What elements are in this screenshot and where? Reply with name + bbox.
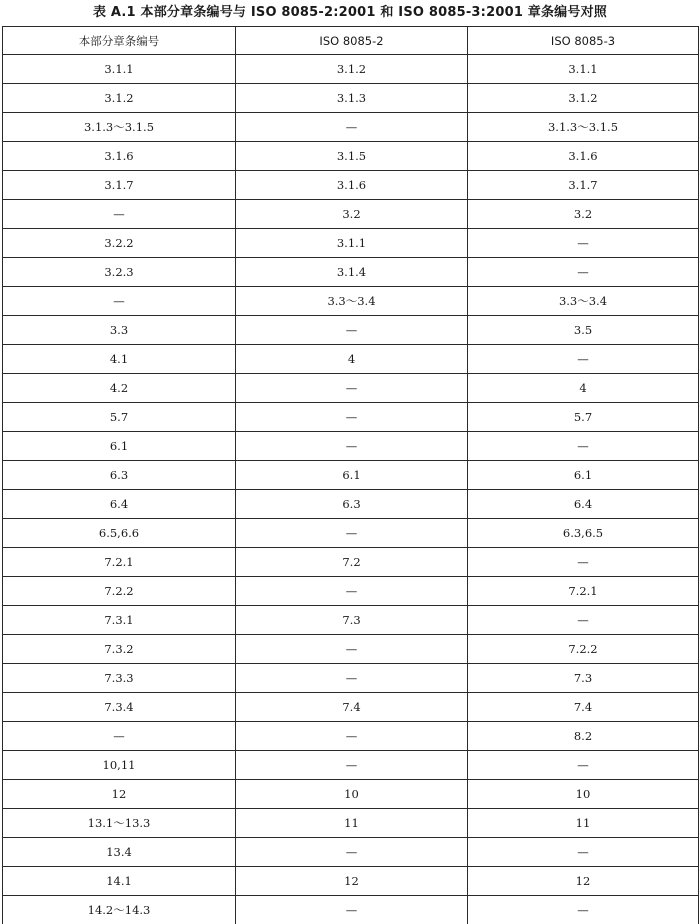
- cell-iso-8085-2: —: [236, 374, 468, 403]
- table-row: [3, 490, 699, 519]
- table-row: [3, 229, 699, 258]
- cell-this-part: 3.1.1: [3, 55, 236, 84]
- cell-iso-8085-3: 6.3,6.5: [468, 519, 699, 548]
- cell-this-part: 10,11: [3, 751, 236, 780]
- clause-comparison-table: [2, 26, 699, 924]
- cell-iso-8085-2: 6.1: [236, 461, 468, 490]
- table-row: [3, 113, 699, 142]
- cell-this-part: 7.3.3: [3, 664, 236, 693]
- cell-iso-8085-3: 3.1.2: [468, 84, 699, 113]
- cell-iso-8085-2: —: [236, 722, 468, 751]
- cell-this-part: 7.2.1: [3, 548, 236, 577]
- cell-iso-8085-3: 3.5: [468, 316, 699, 345]
- cell-this-part: 3.1.3～3.1.5: [3, 113, 236, 142]
- cell-this-part: 13.4: [3, 838, 236, 867]
- cell-iso-8085-2: 7.4: [236, 693, 468, 722]
- cell-iso-8085-2: —: [236, 896, 468, 924]
- cell-this-part: 5.7: [3, 403, 236, 432]
- table-row: [3, 664, 699, 693]
- cell-this-part: 4.2: [3, 374, 236, 403]
- cell-iso-8085-2: —: [236, 635, 468, 664]
- header-iso-8085-3: ISO 8085-3: [468, 27, 699, 55]
- cell-iso-8085-2: 3.1.4: [236, 258, 468, 287]
- cell-iso-8085-3: 3.1.1: [468, 55, 699, 84]
- table-row: [3, 577, 699, 606]
- cell-this-part: 3.2.2: [3, 229, 236, 258]
- cell-this-part: 7.3.4: [3, 693, 236, 722]
- cell-this-part: 3.2.3: [3, 258, 236, 287]
- cell-this-part: —: [3, 722, 236, 751]
- cell-iso-8085-2: 10: [236, 780, 468, 809]
- cell-iso-8085-3: —: [468, 606, 699, 635]
- cell-iso-8085-3: —: [468, 345, 699, 374]
- cell-iso-8085-2: —: [236, 316, 468, 345]
- cell-iso-8085-3: 6.4: [468, 490, 699, 519]
- cell-iso-8085-3: 3.1.3～3.1.5: [468, 113, 699, 142]
- cell-iso-8085-2: 3.3～3.4: [236, 287, 468, 316]
- table-body: [3, 55, 699, 924]
- cell-iso-8085-2: 3.2: [236, 200, 468, 229]
- cell-iso-8085-3: 12: [468, 867, 699, 896]
- cell-iso-8085-3: 8.2: [468, 722, 699, 751]
- cell-iso-8085-3: —: [468, 432, 699, 461]
- cell-iso-8085-3: —: [468, 258, 699, 287]
- table-row: [3, 345, 699, 374]
- cell-iso-8085-2: 4: [236, 345, 468, 374]
- cell-this-part: 6.5,6.6: [3, 519, 236, 548]
- table-row: [3, 84, 699, 113]
- table-header-row: [3, 27, 699, 55]
- cell-this-part: 3.1.2: [3, 84, 236, 113]
- cell-iso-8085-2: —: [236, 403, 468, 432]
- cell-iso-8085-2: —: [236, 664, 468, 693]
- table-row: [3, 809, 699, 838]
- table-row: [3, 316, 699, 345]
- table-row: [3, 635, 699, 664]
- cell-iso-8085-2: 3.1.2: [236, 55, 468, 84]
- cell-iso-8085-3: 3.3～3.4: [468, 287, 699, 316]
- cell-iso-8085-2: —: [236, 519, 468, 548]
- cell-this-part: —: [3, 287, 236, 316]
- cell-this-part: 12: [3, 780, 236, 809]
- table-row: [3, 780, 699, 809]
- table-row: [3, 606, 699, 635]
- cell-iso-8085-2: 3.1.1: [236, 229, 468, 258]
- cell-iso-8085-3: 10: [468, 780, 699, 809]
- table-row: [3, 751, 699, 780]
- cell-iso-8085-2: 3.1.3: [236, 84, 468, 113]
- cell-iso-8085-2: 12: [236, 867, 468, 896]
- cell-this-part: 7.3.2: [3, 635, 236, 664]
- table-row: [3, 519, 699, 548]
- cell-iso-8085-3: 4: [468, 374, 699, 403]
- table-row: [3, 867, 699, 896]
- cell-iso-8085-2: 7.3: [236, 606, 468, 635]
- table-row: [3, 142, 699, 171]
- cell-iso-8085-2: 7.2: [236, 548, 468, 577]
- table-row: [3, 693, 699, 722]
- cell-this-part: 14.1: [3, 867, 236, 896]
- table-row: [3, 200, 699, 229]
- cell-iso-8085-2: —: [236, 577, 468, 606]
- table-row: [3, 287, 699, 316]
- cell-iso-8085-3: 7.2.1: [468, 577, 699, 606]
- table-row: [3, 403, 699, 432]
- cell-iso-8085-3: 7.4: [468, 693, 699, 722]
- cell-iso-8085-3: 7.2.2: [468, 635, 699, 664]
- header-iso-8085-2: ISO 8085-2: [236, 27, 468, 55]
- cell-this-part: —: [3, 200, 236, 229]
- cell-iso-8085-3: 6.1: [468, 461, 699, 490]
- cell-iso-8085-3: —: [468, 838, 699, 867]
- table-caption: 表 A.1 本部分章条编号与 ISO 8085-2:2001 和 ISO 8085-3:2001 章条编号对照: [0, 0, 700, 26]
- cell-iso-8085-3: 5.7: [468, 403, 699, 432]
- cell-this-part: 7.3.1: [3, 606, 236, 635]
- comparison-table-container: [2, 26, 698, 924]
- cell-this-part: 3.1.6: [3, 142, 236, 171]
- cell-iso-8085-3: 3.1.6: [468, 142, 699, 171]
- cell-iso-8085-3: —: [468, 548, 699, 577]
- table-row: [3, 722, 699, 751]
- cell-iso-8085-3: 3.1.7: [468, 171, 699, 200]
- table-row: [3, 171, 699, 200]
- cell-iso-8085-2: 3.1.6: [236, 171, 468, 200]
- cell-this-part: 6.1: [3, 432, 236, 461]
- cell-this-part: 7.2.2: [3, 577, 236, 606]
- table-row: [3, 461, 699, 490]
- cell-iso-8085-2: 6.3: [236, 490, 468, 519]
- table-row: [3, 55, 699, 84]
- cell-iso-8085-3: 3.2: [468, 200, 699, 229]
- cell-iso-8085-3: —: [468, 229, 699, 258]
- cell-iso-8085-3: —: [468, 896, 699, 924]
- cell-iso-8085-2: —: [236, 432, 468, 461]
- table-row: [3, 432, 699, 461]
- cell-this-part: 3.1.7: [3, 171, 236, 200]
- cell-this-part: 14.2～14.3: [3, 896, 236, 924]
- cell-this-part: 4.1: [3, 345, 236, 374]
- header-this-part: 本部分章条编号: [3, 27, 236, 55]
- table-row: [3, 896, 699, 924]
- cell-iso-8085-2: —: [236, 838, 468, 867]
- cell-this-part: 6.3: [3, 461, 236, 490]
- cell-this-part: 13.1～13.3: [3, 809, 236, 838]
- table-row: [3, 838, 699, 867]
- cell-this-part: 3.3: [3, 316, 236, 345]
- cell-iso-8085-3: —: [468, 751, 699, 780]
- table-row: [3, 374, 699, 403]
- cell-iso-8085-2: —: [236, 113, 468, 142]
- cell-iso-8085-2: 3.1.5: [236, 142, 468, 171]
- table-row: [3, 548, 699, 577]
- cell-iso-8085-2: —: [236, 751, 468, 780]
- cell-iso-8085-3: 7.3: [468, 664, 699, 693]
- cell-iso-8085-2: 11: [236, 809, 468, 838]
- cell-iso-8085-3: 11: [468, 809, 699, 838]
- table-row: [3, 258, 699, 287]
- cell-this-part: 6.4: [3, 490, 236, 519]
